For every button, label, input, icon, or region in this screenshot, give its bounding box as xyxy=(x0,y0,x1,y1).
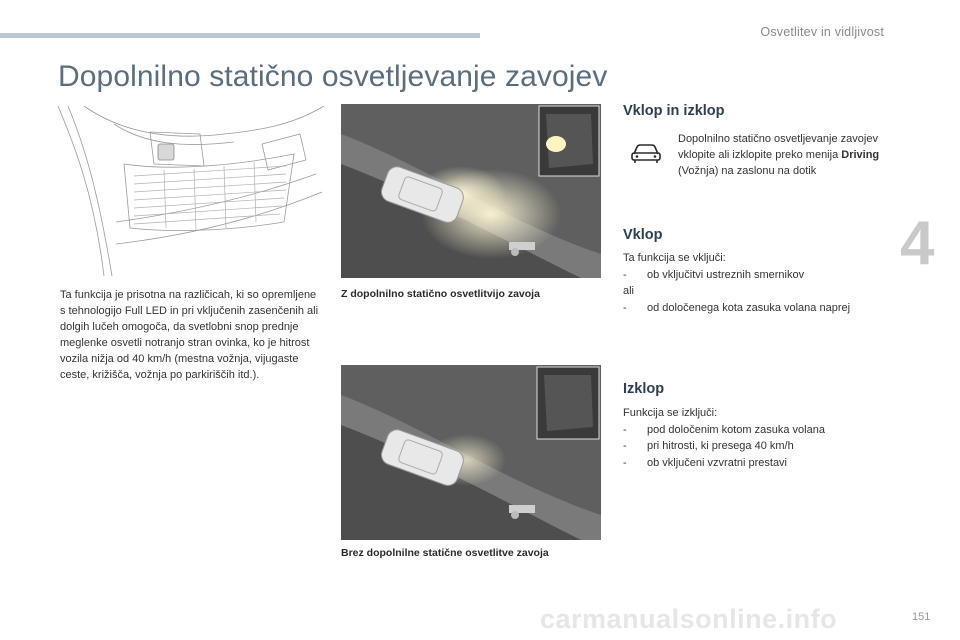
izklop-list xyxy=(623,405,893,471)
fog-light-illustration xyxy=(54,104,326,276)
list-item: - pri hitrosti, ki presega 40 km/h xyxy=(623,440,794,452)
watermark: carmanualsonline.info xyxy=(540,604,838,634)
page-title: Dopolnilno statično osvetljevanje zavojev xyxy=(58,60,608,93)
caption-without-light: Brez dopolnilne statične osvetlitve zavoja xyxy=(341,547,549,559)
intro-paragraph: Ta funkcija je prisotna na različicah, ki so opremljene s tehnologijo Full LED in pri vključenih zasenčenih ali dolgih lučeh omogoča, da svetlobni snop prednje meglenke osvetli notranjo stran ovinka, ko je hitrost vozila nižja od 40 km/h (mestna vožnja, vijugaste ceste, križišča, vožnja po parkiriščih itd.). xyxy=(60,289,319,381)
vklop-lead: Ta funkcija se vključi: xyxy=(623,252,726,264)
list-item: - pod določenim kotom zasuka volana xyxy=(623,423,825,436)
vklop-izklop-text: Dopolnilno statično osvetljevanje zavojev vklopite ali izklopite preko menija Driving (Vožnja) na zaslonu na dotik xyxy=(678,133,880,177)
izklop-lead: Funkcija se izključi: xyxy=(623,407,718,419)
list-connector: ali xyxy=(623,285,635,297)
chapter-number: 4 xyxy=(900,209,935,278)
caption-with-light: Z dopolnilno statično osvetlitvijo zavoja xyxy=(341,288,540,300)
heading-vklop-in-izklop: Vklop in izklop xyxy=(623,103,725,119)
header-bar xyxy=(0,33,480,38)
section-header: Osvetlitev in vidljivost xyxy=(760,25,884,39)
heading-izklop: Izklop xyxy=(623,381,665,397)
page-number: 151 xyxy=(912,611,931,623)
driving-menu-label: Driving xyxy=(841,149,880,161)
car-icon xyxy=(630,142,662,164)
photo-with-cornering-light xyxy=(341,104,601,278)
heading-vklop: Vklop xyxy=(623,227,663,243)
list-item: - ob vključeni vzvratni prestavi xyxy=(623,456,788,469)
list-item: - ob vključitvi ustreznih smernikov xyxy=(623,268,805,281)
vklop-list xyxy=(623,250,893,316)
list-item: - od določenega kota zasuka volana naprej xyxy=(623,301,851,314)
photo-without-cornering-light xyxy=(341,365,601,540)
